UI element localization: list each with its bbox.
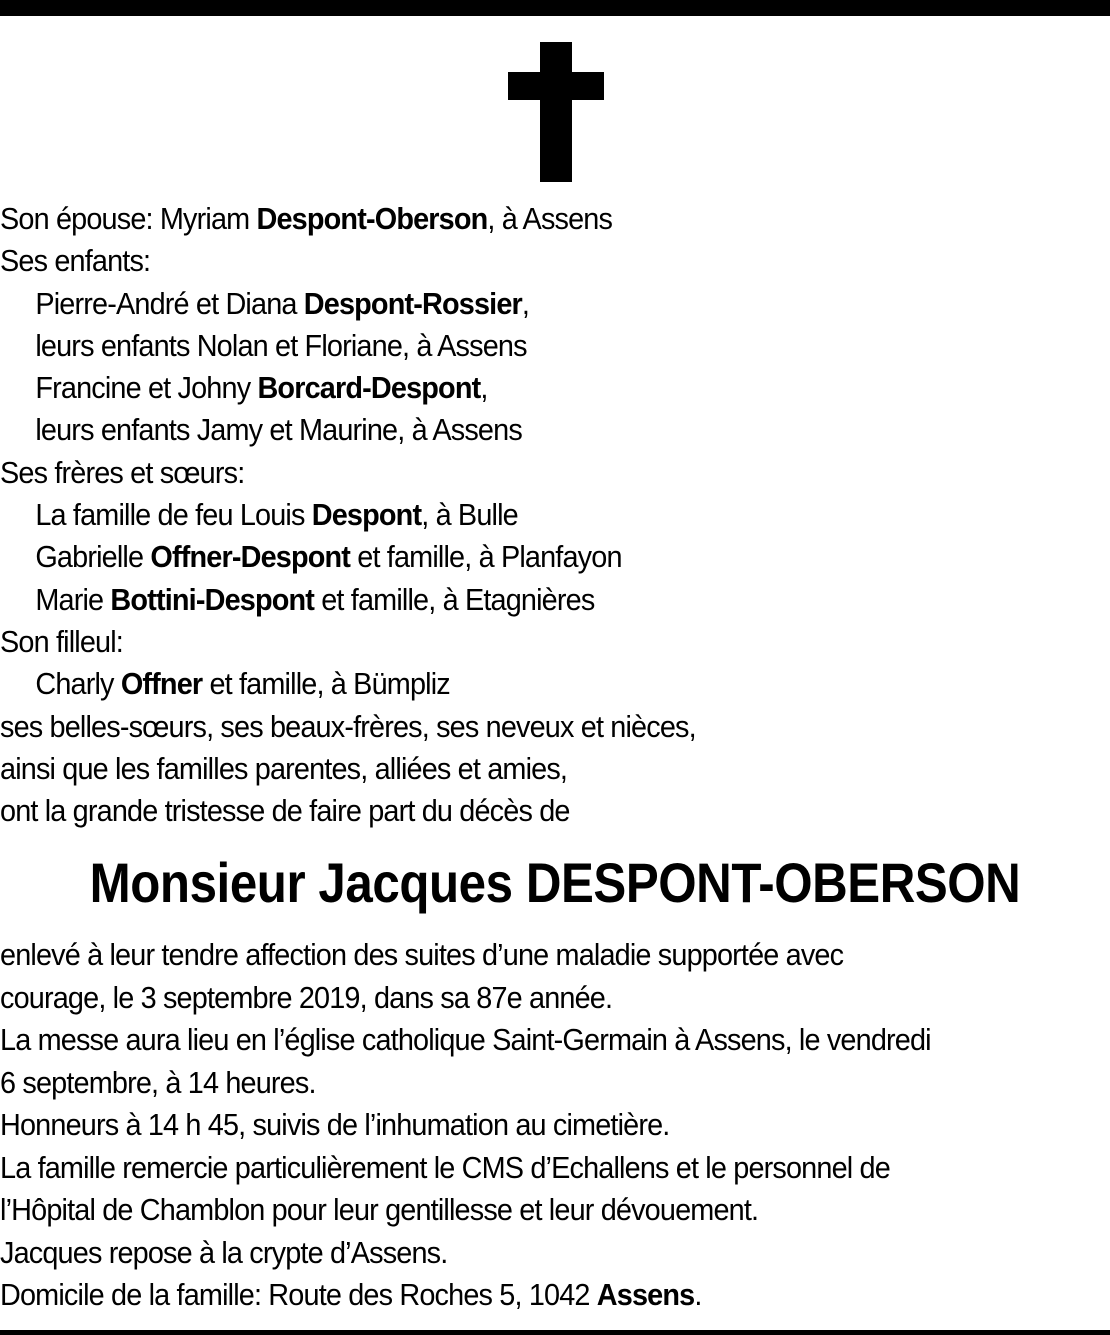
- godson-line: Charly Offner et famille, à Bümpliz: [35, 666, 450, 702]
- child-line: Pierre-André et Diana Despont-Rossier,: [35, 285, 530, 321]
- children-heading: Ses enfants:: [0, 243, 151, 279]
- details-text: [0, 934, 1110, 1317]
- in-laws-line: ses belles-sœurs, ses beaux-frères, ses neveux et nièces,: [0, 708, 696, 744]
- sibling-line: La famille de feu Louis Despont, à Bulle: [35, 497, 518, 533]
- details-line: l’Hôpital de Chamblon pour leur gentillesse et leur dévouement.: [0, 1192, 759, 1227]
- details-line: Jacques repose à la crypte d’Assens.: [0, 1234, 448, 1270]
- grandchildren-line: leurs enfants Jamy et Maurine, à Assens: [35, 412, 522, 448]
- deceased-name: Monsieur Jacques DESPONT-OBERSON: [89, 851, 1021, 914]
- details-line: enlevé à leur tendre affection des suites d’une maladie supportée avec: [0, 937, 844, 972]
- relatives-line: ainsi que les familles parentes, alliées et amies,: [0, 750, 568, 786]
- godson-heading: Son filleul:: [0, 623, 123, 659]
- grandchildren-line: leurs enfants Nolan et Floriane, à Assens: [35, 327, 527, 363]
- bottom-rule: [0, 1330, 1110, 1335]
- details-line: La messe aura lieu en l’église catholique Saint-Germain à Assens, le vendredi: [0, 1022, 931, 1057]
- top-rule: [0, 0, 1110, 16]
- family-list: [0, 198, 1032, 832]
- sibling-line: Gabrielle Offner-Despont et famille, à Planfayon: [35, 539, 622, 575]
- details-line: 6 septembre, à 14 heures.: [0, 1064, 316, 1100]
- announcement-line: ont la grande tristesse de faire part du décès de: [0, 793, 570, 829]
- siblings-heading: Ses frères et sœurs:: [0, 454, 245, 490]
- child-line: Francine et Johny Borcard-Despont,: [35, 370, 488, 406]
- details-line: Honneurs à 14 h 45, suivis de l’inhumation au cimetière.: [0, 1107, 670, 1142]
- domicile-line: Domicile de la famille: Route des Roches 5, 1042 Assens.: [0, 1277, 702, 1312]
- cross-icon: [508, 42, 604, 182]
- spouse-line: Son épouse: Myriam Despont-Oberson, à Assens: [0, 201, 613, 236]
- details-line: courage, le 3 septembre 2019, dans sa 87e année.: [0, 979, 613, 1015]
- details-line: La famille remercie particulièrement le CMS d’Echallens et le personnel de: [0, 1149, 890, 1185]
- sibling-line: Marie Bottini-Despont et famille, à Etagnières: [35, 581, 595, 617]
